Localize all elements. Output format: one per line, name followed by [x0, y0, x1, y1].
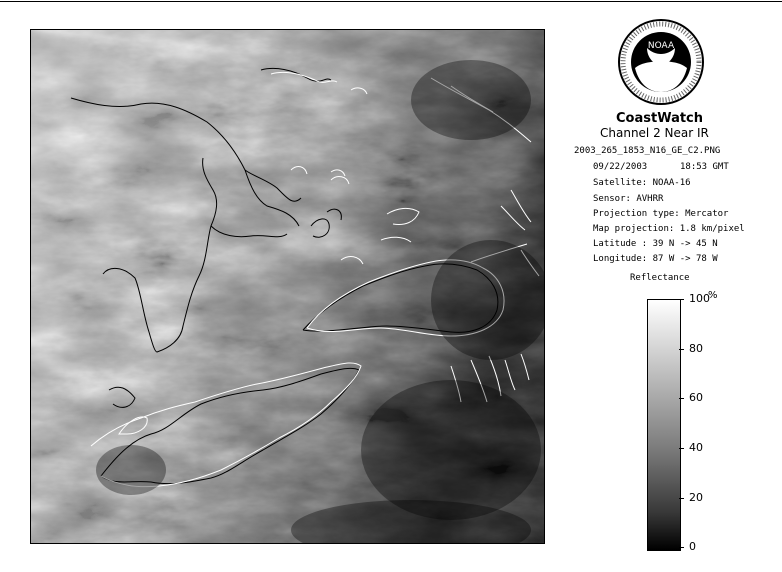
colorbar-tick-label: 100 [689, 292, 710, 305]
colorbar-tick [679, 398, 684, 399]
info-date: 09/22/2003 [593, 162, 648, 172]
colorbar-tick [679, 547, 684, 548]
colorbar-title: Reflectance [630, 273, 690, 283]
colorbar-tick-label: 60 [689, 391, 703, 404]
info-filename: 2003_265_1853_N16_GE_C2.PNG [574, 146, 721, 156]
info-longitude: Longitude: 87 W -> 78 W [593, 254, 718, 264]
colorbar-tick-label: 80 [689, 342, 703, 355]
colorbar-tick-label: 40 [689, 441, 703, 454]
colorbar-tick [679, 349, 684, 350]
satellite-map[interactable] [30, 29, 545, 544]
noaa-logo [617, 18, 705, 106]
top-border-line [0, 1, 782, 2]
colorbar-tick-label: 20 [689, 491, 703, 504]
colorbar-tick [679, 299, 684, 300]
colorbar-tick [679, 448, 684, 449]
info-time: 18:53 GMT [680, 162, 729, 172]
colorbar-tick [679, 498, 684, 499]
info-latitude: Latitude : 39 N -> 45 N [593, 239, 718, 249]
colorbar-tick-label: 0 [689, 540, 696, 553]
info-title: CoastWatch [616, 111, 704, 126]
info-map-projection: Map projection: 1.8 km/pixel [593, 224, 745, 234]
info-sensor: Sensor: AVHRR [593, 194, 664, 204]
info-satellite: Satellite: NOAA-16 [593, 178, 691, 188]
info-channel: Channel 2 Near IR [600, 126, 709, 140]
reflectance-colorbar [647, 299, 681, 551]
info-projection-type: Projection type: Mercator [593, 209, 729, 219]
colorbar-unit: % [708, 290, 718, 301]
logo-text: NOAA [647, 41, 675, 51]
